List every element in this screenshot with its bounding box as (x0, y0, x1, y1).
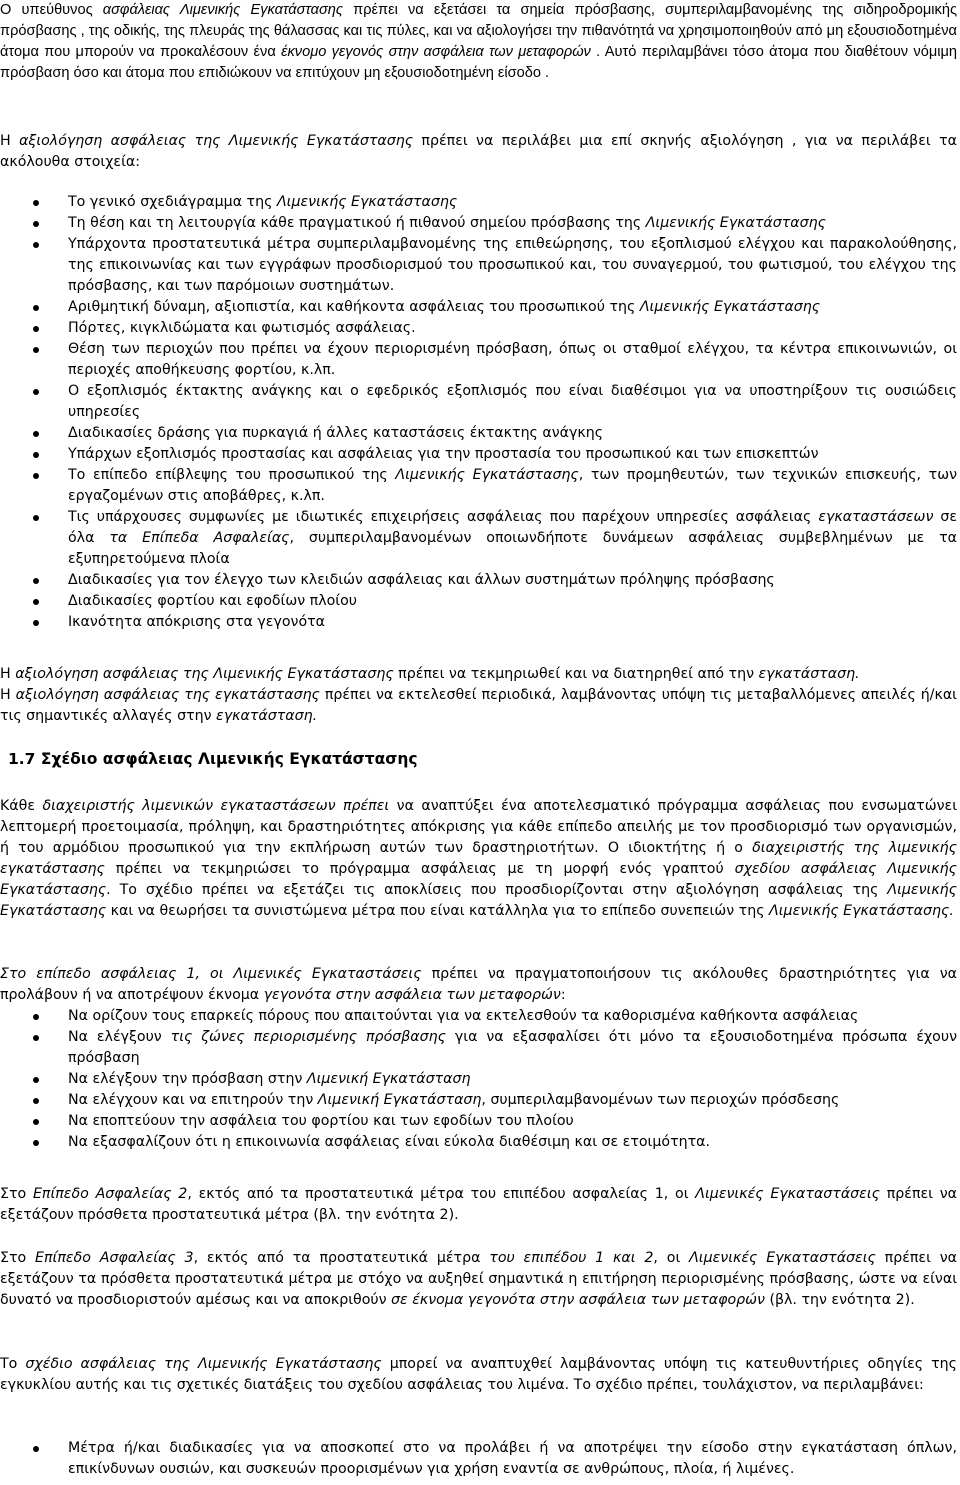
text-run: μπορεί να αναπτυχθεί λαμβάνοντας υπόψη τις κατευθυντήριες οδηγίες της εγκυκλίου αυτής και τις σχετικές διατάξεις του σχεδίου ασφάλειας του λιμένα. Το σχέδιο πρέπει, τουλάχιστον, να περιλαμβάνει: (0, 1356, 957, 1393)
bullet-item (0, 1069, 957, 1090)
bullet-item (0, 1132, 957, 1153)
italic-term: Λιμενικής Εγκατάστασης (0, 882, 957, 919)
text-run: πρέπει να εξετάζουν πρόσθετα προστατευτικά μέτρα (βλ. την ενότητα 2). (0, 1186, 957, 1223)
italic-term: του επιπέδου 1 και 2 (489, 1250, 654, 1266)
text-run: , συμπεριλαμβανομένων των περιοχών πρόσδεσης (481, 1092, 840, 1108)
bullet-item (0, 570, 957, 591)
italic-term: σχέδιο ασφάλειας της Λιμενικής Εγκατάστασης (25, 1356, 382, 1372)
text-run: σε όλα (68, 509, 958, 546)
paragraph-access-points (0, 0, 957, 84)
text-run: Ο εξοπλισμός έκτακτης ανάγκης και ο εφεδρικός εξοπλισμός που είναι διαθέσιμοι για να υποστηρίξουν τις ουσιώδεις υπηρεσίες (68, 383, 957, 420)
text-run: Να ελέγξουν την πρόσβαση στην (68, 1071, 307, 1087)
text-run: Να εξασφαλίζουν ότι η επικοινωνία ασφάλειας είναι εύκολα διαθέσιμη και σε ετοιμότητα. (68, 1134, 711, 1150)
paragraph-assessment-intro (0, 131, 957, 173)
italic-term: αξιολόγηση ασφάλειας της Λιμενικής Εγκατάστασης (15, 666, 394, 682)
italic-term: αξιολόγηση ασφάλειας της Λιμενικής Εγκατάστασης (19, 133, 414, 149)
text-run: να αναπτύξει ένα αποτελεσματικό πρόγραμμα ασφάλειας που ενσωματώνει λεπτομερή προετοιμασία, πρόληψη, και δραστηριότητες απόκρισης για κάθε επίπεδο απειλής με τον προσδιορισμό των οργανισμών, ή του αρμόδιου προσωπικού για την εκπλήρωση αυτών των δραστηριοτήτων. Ο ιδιοκτήτης ή ο (0, 798, 957, 856)
bullet-item (0, 612, 957, 633)
italic-term: Λιμενικής Εγκατάστασης (645, 215, 826, 231)
text-run: Ο υπεύθυνος (0, 2, 103, 18)
italic-term: τα Επίπεδα Ασφαλείας (109, 530, 290, 546)
text-run: και να θεωρήσει τα συνιστώμενα μέτρα που είναι κατάλληλα για το επίπεδο συνεπειών της (106, 903, 770, 919)
text-run: , εκτός από τα προστατευτικά μέτρα (193, 1250, 490, 1266)
italic-term: εγκατάσταση. (216, 708, 318, 724)
text-run: πρέπει να εκτελεσθεί περιοδικά, λαμβάνοντας υπόψη τις μεταβαλλόμενες απειλές ή/και τις σημαντικές αλλαγές στην (0, 687, 957, 724)
text-run: Τη θέση και τη λειτουργία κάθε πραγματικού ή πιθανού σημείου πρόσβασης της (68, 215, 646, 231)
paragraph-security-level-2 (0, 1184, 957, 1226)
bullet-item (0, 507, 957, 570)
italic-term: διαχειριστής λιμενικών εγκαταστάσεων πρέπει (42, 798, 390, 814)
bullet-item (0, 1090, 957, 1111)
italic-term: σχεδίου ασφάλειας Λιμενικής Εγκατάστασης (0, 861, 957, 898)
text-run: Η (0, 666, 16, 682)
text-run: Η (0, 133, 20, 149)
text-run: Στο (0, 1186, 33, 1202)
italic-term: Λιμενική Εγκατάσταση (306, 1071, 471, 1087)
section-heading: 1.7 Σχέδιο ασφάλειας Λιμενικής Εγκατάστασης (8, 750, 418, 768)
italic-term: Λιμενικής Εγκατάστασης (395, 467, 579, 483)
text-run: , οι (653, 1250, 690, 1266)
bullet-item (0, 318, 957, 339)
assessment-elements-list (0, 192, 957, 633)
italic-term: διαχειριστής της λιμενικής εγκατάστασης (0, 840, 957, 877)
bullet-item (0, 423, 957, 444)
bullet-item (0, 1027, 957, 1069)
text-run: Τις υπάρχουσες συμφωνίες με ιδιωτικές επιχειρήσεις ασφάλειας που παρέχουν υπηρεσίες ασφάλειας (68, 509, 819, 525)
text-run: Να ορίζουν τους επαρκείς πόρους που απαιτούνται για να εκτελεσθούν τα καθορισμένα καθήκοντα ασφάλειας (68, 1008, 859, 1024)
italic-term: Λιμενικής Εγκατάστασης (276, 194, 458, 210)
paragraph-plan-contents (0, 1354, 957, 1396)
text-run: , συμπεριλαμβανομένων οποιωνδήποτε δυνάμεων ασφάλειας συμβεβλημένων με τα εξυπηρετούμενα πλοία (68, 530, 957, 567)
text-run: Διαδικασίες δράσης για πυρκαγιά ή άλλες καταστάσεις έκτακτης ανάγκης (68, 425, 604, 441)
text-run: Αριθμητική δύναμη, αξιοπιστία, και καθήκοντα ασφάλειας του προσωπικού της (68, 299, 640, 315)
paragraph-security-level-1 (0, 964, 957, 1006)
paragraph-assessment-documentation (0, 664, 957, 727)
text-run: πρέπει να εξετάσει τα σημεία πρόσβασης, συμπεριλαμβανομένης της σιδηροδρομικής πρόσβασης , της οδικής, της πλευράς της θάλασσας και τις πύλες, και να αξιολογήσει την πιθανότητά να χρησιμοποιηθούν από μη εξουσιοδοτημένα άτομα που μπορούν να προκαλέσουν ένα (0, 2, 958, 60)
text-run: Το γενικό σχεδιάγραμμα της (68, 194, 277, 210)
text-run: Διαδικασίες για τον έλεγχο των κλειδιών ασφάλειας και άλλων συστημάτων πρόληψης πρόσβασης (68, 572, 775, 588)
italic-term: εγκατάσταση. (758, 666, 860, 682)
italic-term: Λιμενικές Εγκαταστάσεις (695, 1186, 880, 1202)
text-run: . Το σχέδιο πρέπει να εξετάζει τις αποκλίσεις που προσδιορίζονται στην αξιολόγηση ασφάλειας της (106, 882, 888, 898)
text-run: Υπάρχοντα προστατευτικά μέτρα συμπεριλαμβανομένης της επιθεώρησης, του εξοπλισμού ελέγχου και παρακολούθησης, της επικοινωνίας και των εγγράφων προσδιορισμού του προσωπικού και, του συναγερμού, του φωτισμού, του ελέγχου της πρόσβασης, και των παρόμοιων συστημάτων. (68, 236, 957, 294)
plan-measures-list (0, 1438, 957, 1480)
text-run: , εκτός από τα προστατευτικά μέτρα του επιπέδου ασφαλείας 1, οι (187, 1186, 696, 1202)
text-run: Κάθε (0, 798, 43, 814)
italic-term: Λιμενική Εγκατάσταση (317, 1092, 482, 1108)
text-run: (βλ. την ενότητα 2). (764, 1292, 915, 1308)
text-run: : (560, 987, 566, 1003)
text-run: για να εξασφαλίσει ότι μόνο τα εξουσιοδοτημένα πρόσωπα έχουν πρόσβαση (68, 1029, 957, 1066)
bullet-item (0, 192, 957, 213)
italic-term: γεγονότα στην ασφάλεια των μεταφορών (263, 987, 561, 1003)
italic-term: ασφάλειας Λιμενικής Εγκατάστασης (102, 2, 343, 18)
text-run: . Αυτό περιλαμβάνει τόσο άτομα που διαθέτουν νόμιμη πρόσβαση όσο και άτομα που επιδιώκουν να επιτύχουν μη εξουσιοδοτημένη είσοδο . (0, 44, 957, 81)
text-run: πρέπει να τεκμηριώσει το πρόγραμμα ασφάλειας με τη μορφή ενός γραπτού (104, 861, 735, 877)
italic-term: Επίπεδο Ασφαλείας 2 (32, 1186, 188, 1202)
text-run: Θέση των περιοχών που πρέπει να έχουν περιορισμένη πρόσβαση, όπως οι σταθμοί ελέγχου, τα κέντρα επικοινωνιών, οι περιοχές αποθήκευσης φορτίου, κ.λπ. (68, 341, 957, 378)
text-run: πρέπει να τεκμηριωθεί και να διατηρηθεί από την (393, 666, 759, 682)
italic-term: Επίπεδο Ασφαλείας 3 (35, 1250, 194, 1266)
bullet-item (0, 213, 957, 234)
italic-term: Λιμενικές Εγκαταστάσεις (689, 1250, 876, 1266)
level-1-activities-list (0, 1006, 957, 1153)
text-run: Το (0, 1356, 26, 1372)
text-run: Διαδικασίες φορτίου και εφοδίων πλοίου (68, 593, 357, 609)
text-run: Να ελέγξουν (68, 1029, 171, 1045)
text-run: Υπάρχων εξοπλισμός προστασίας και ασφάλειας για την προστασία του προσωπικού και των επισκεπτών (68, 446, 819, 462)
bullet-item (0, 339, 957, 381)
bullet-item (0, 444, 957, 465)
text-run: Να εποπτεύουν την ασφάλεια του φορτίου και των εφοδίων του πλοίου (68, 1113, 574, 1129)
italic-term: αξιολόγηση ασφάλειας της εγκατάστασης (15, 687, 320, 703)
text-run: , των προμηθευτών, των τεχνικών επισκευής, των εργαζομένων στις αποβάθρες, κ.λπ. (68, 467, 957, 504)
text-run: Η (0, 687, 16, 703)
italic-term: έκνομο γεγονός στην ασφάλεια των μεταφορών (281, 44, 591, 60)
italic-term: τις ζώνες περιορισμένης πρόσβασης (170, 1029, 446, 1045)
text-run: Ικανότητα απόκρισης στα γεγονότα (68, 614, 326, 630)
paragraph-security-level-3 (0, 1248, 957, 1311)
bullet-item (0, 234, 957, 297)
text-run: Να ελέγχουν και να επιτηρούν την (68, 1092, 318, 1108)
italic-term: Στο επίπεδο ασφάλειας 1, οι Λιμενικές Εγκαταστάσεις (0, 966, 422, 982)
text-run: Στο (0, 1250, 36, 1266)
text-run: πρέπει να περιλάβει μια επί σκηνής αξιολόγηση , για να περιλάβει τα ακόλουθα στοιχεία: (0, 133, 957, 170)
bullet-item (0, 591, 957, 612)
bullet-item (0, 465, 957, 507)
text-run: Πόρτες, κιγκλιδώματα και φωτισμός ασφάλειας. (68, 320, 416, 336)
text-run: Το επίπεδο επίβλεψης του προσωπικού της (68, 467, 396, 483)
bullet-item (0, 1111, 957, 1132)
italic-term: σε έκνομα γεγονότα στην ασφάλεια των μεταφορών (391, 1292, 765, 1308)
paragraph-security-plan (0, 796, 957, 922)
bullet-item (0, 297, 957, 318)
bullet-item (0, 381, 957, 423)
italic-term: εγκαταστάσεων (818, 509, 934, 525)
text-run: πρέπει να εξετάζουν τα πρόσθετα προστατευτικά μέτρα με στόχο να αυξηθεί σημαντικά η επιτήρηση περιορισμένης πρόσβασης, ώστε να είναι δυνατό να προσδιοριστούν αμέσως και να αποκριθούν (0, 1250, 958, 1308)
italic-term: Λιμενικής Εγκατάστασης (639, 299, 821, 315)
text-run: πρέπει να πραγματοποιήσουν τις ακόλουθες δραστηριότητες για να προλάβουν ή να αποτρέψουν έκνομα (0, 966, 957, 1003)
bullet-item (0, 1006, 957, 1027)
bullet-item (0, 1438, 957, 1480)
italic-term: Λιμενικής Εγκατάστασης. (769, 903, 954, 919)
text-run: Μέτρα ή/και διαδικασίες για να αποσκοπεί στο να προλάβει ή να αποτρέψει την είσοδο στην εγκατάσταση όπλων, επικίνδυνων ουσιών, και συσκευών προορισμένων για χρήση εναντία σε ανθρώπους, πλοία, ή λιμένες. (68, 1440, 957, 1477)
